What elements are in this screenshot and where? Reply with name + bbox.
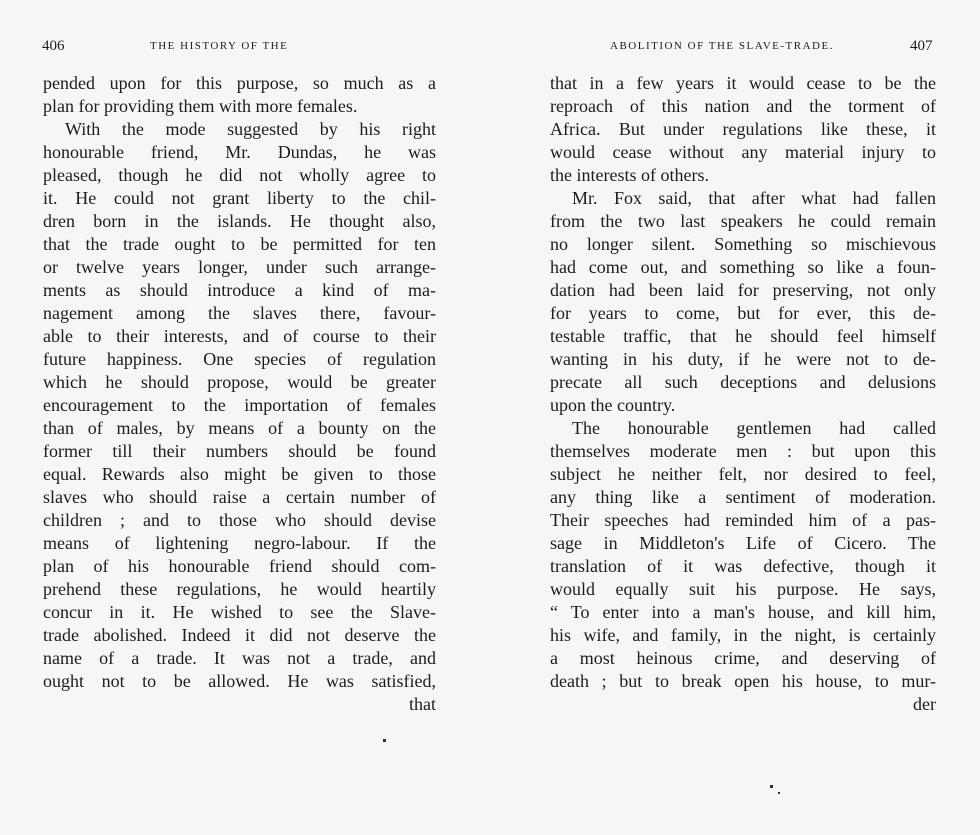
text-line: wanting in his duty, if he were not to de- [550, 349, 936, 369]
text-line: pleased, though he did not wholly agree to [43, 165, 436, 185]
text-line: able to their interests, and of course to their [43, 326, 436, 346]
text-line: no longer silent. Something so mischievous [550, 234, 936, 254]
text-line: plan of his honourable friend should com- [43, 556, 436, 576]
text-line: the interests of others. [550, 165, 709, 185]
text-line: or twelve years longer, under such arrange- [43, 257, 436, 277]
text-line: Their speeches had reminded him of a pas- [550, 510, 936, 530]
text-line: would cease without any material injury to [550, 142, 936, 162]
text-line: subject he neither felt, nor desired to feel, [550, 464, 936, 484]
text-line: that the trade ought to be permitted for ten [43, 234, 436, 254]
text-line: pended upon for this purpose, so much as a [43, 73, 436, 93]
text-line: upon the country. [550, 395, 676, 415]
text-line: ought not to be allowed. He was satisfied, [43, 671, 436, 691]
text-line: concur in it. He wished to see the Slave- [43, 602, 436, 622]
text-line: any thing like a sentiment of moderation. [550, 487, 936, 507]
text-line: encouragement to the importation of females [43, 395, 436, 415]
text-line: Africa. But under regulations like these, it [550, 119, 936, 139]
text-line: which he should propose, would be greater [43, 372, 436, 392]
text-line: ments as should introduce a kind of ma- [43, 280, 436, 300]
text-line: future happiness. One species of regulation [43, 349, 436, 369]
ink-speck [770, 785, 773, 788]
text-line: that in a few years it would cease to be the [550, 73, 936, 93]
left-page-number: 406 [42, 38, 65, 54]
text-line: prehend these regulations, he would heartily [43, 579, 436, 599]
text-line: his wife, and family, in the night, is certainly [550, 625, 936, 645]
text-line: slaves who should raise a certain number of [43, 487, 436, 507]
text-line: former till their numbers should be found [43, 441, 436, 461]
text-line: for years to come, but for ever, this de- [550, 303, 936, 323]
ink-speck [383, 739, 386, 742]
text-line: children ; and to those who should devise [43, 510, 436, 530]
right-page-number: 407 [910, 38, 933, 54]
text-line: nagement among the slaves there, favour- [43, 303, 436, 323]
text-line: name of a trade. It was not a trade, and [43, 648, 436, 668]
text-line: equal. Rewards also might be given to those [43, 464, 436, 484]
text-line: death ; but to break open his house, to mur- [550, 671, 936, 691]
left-page-header [42, 38, 442, 55]
right-page-body [550, 72, 936, 716]
text-line: would equally suit his purpose. He says, [550, 579, 936, 599]
text-line: dren born in the islands. He thought also, [43, 211, 436, 231]
right-running-head: ABOLITION OF THE SLAVE-TRADE. [610, 40, 834, 52]
text-line: from the two last speakers he could remain [550, 211, 936, 231]
text-line: a most heinous crime, and deserving of [550, 648, 936, 668]
text-line: With the mode suggested by his right [65, 119, 436, 139]
text-line: means of lightening negro-labour. If the [43, 533, 436, 553]
text-line: than of males, by means of a bounty on the [43, 418, 436, 438]
text-line: themselves moderate men : but upon this [550, 441, 936, 461]
text-line: The honourable gentlemen had called [572, 418, 936, 438]
text-line: trade abolished. Indeed it did not deserve the [43, 625, 436, 645]
text-line: precate all such deceptions and delusions [550, 372, 936, 392]
text-line: it. He could not grant liberty to the chil- [43, 188, 436, 208]
text-line: plan for providing them with more females. [43, 96, 358, 116]
text-line: translation of it was defective, though it [550, 556, 936, 576]
text-line: dation had been laid for preserving, not only [550, 280, 936, 300]
right-page [490, 0, 980, 835]
text-line: testable traffic, that he should feel himself [550, 326, 936, 346]
text-line: reproach of this nation and the torment of [550, 96, 936, 116]
text-line: that [409, 694, 436, 714]
text-line: sage in Middleton's Life of Cicero. The [550, 533, 936, 553]
text-line: Mr. Fox said, that after what had fallen [572, 188, 936, 208]
text-line: der [913, 694, 936, 714]
ink-speck [778, 792, 780, 794]
text-line: “ To enter into a man's house, and kill him, [550, 602, 936, 622]
text-line: honourable friend, Mr. Dundas, he was [43, 142, 436, 162]
left-page-body [43, 72, 436, 716]
text-line: had come out, and something so like a foun- [550, 257, 936, 277]
left-running-head: THE HISTORY OF THE [150, 40, 289, 52]
